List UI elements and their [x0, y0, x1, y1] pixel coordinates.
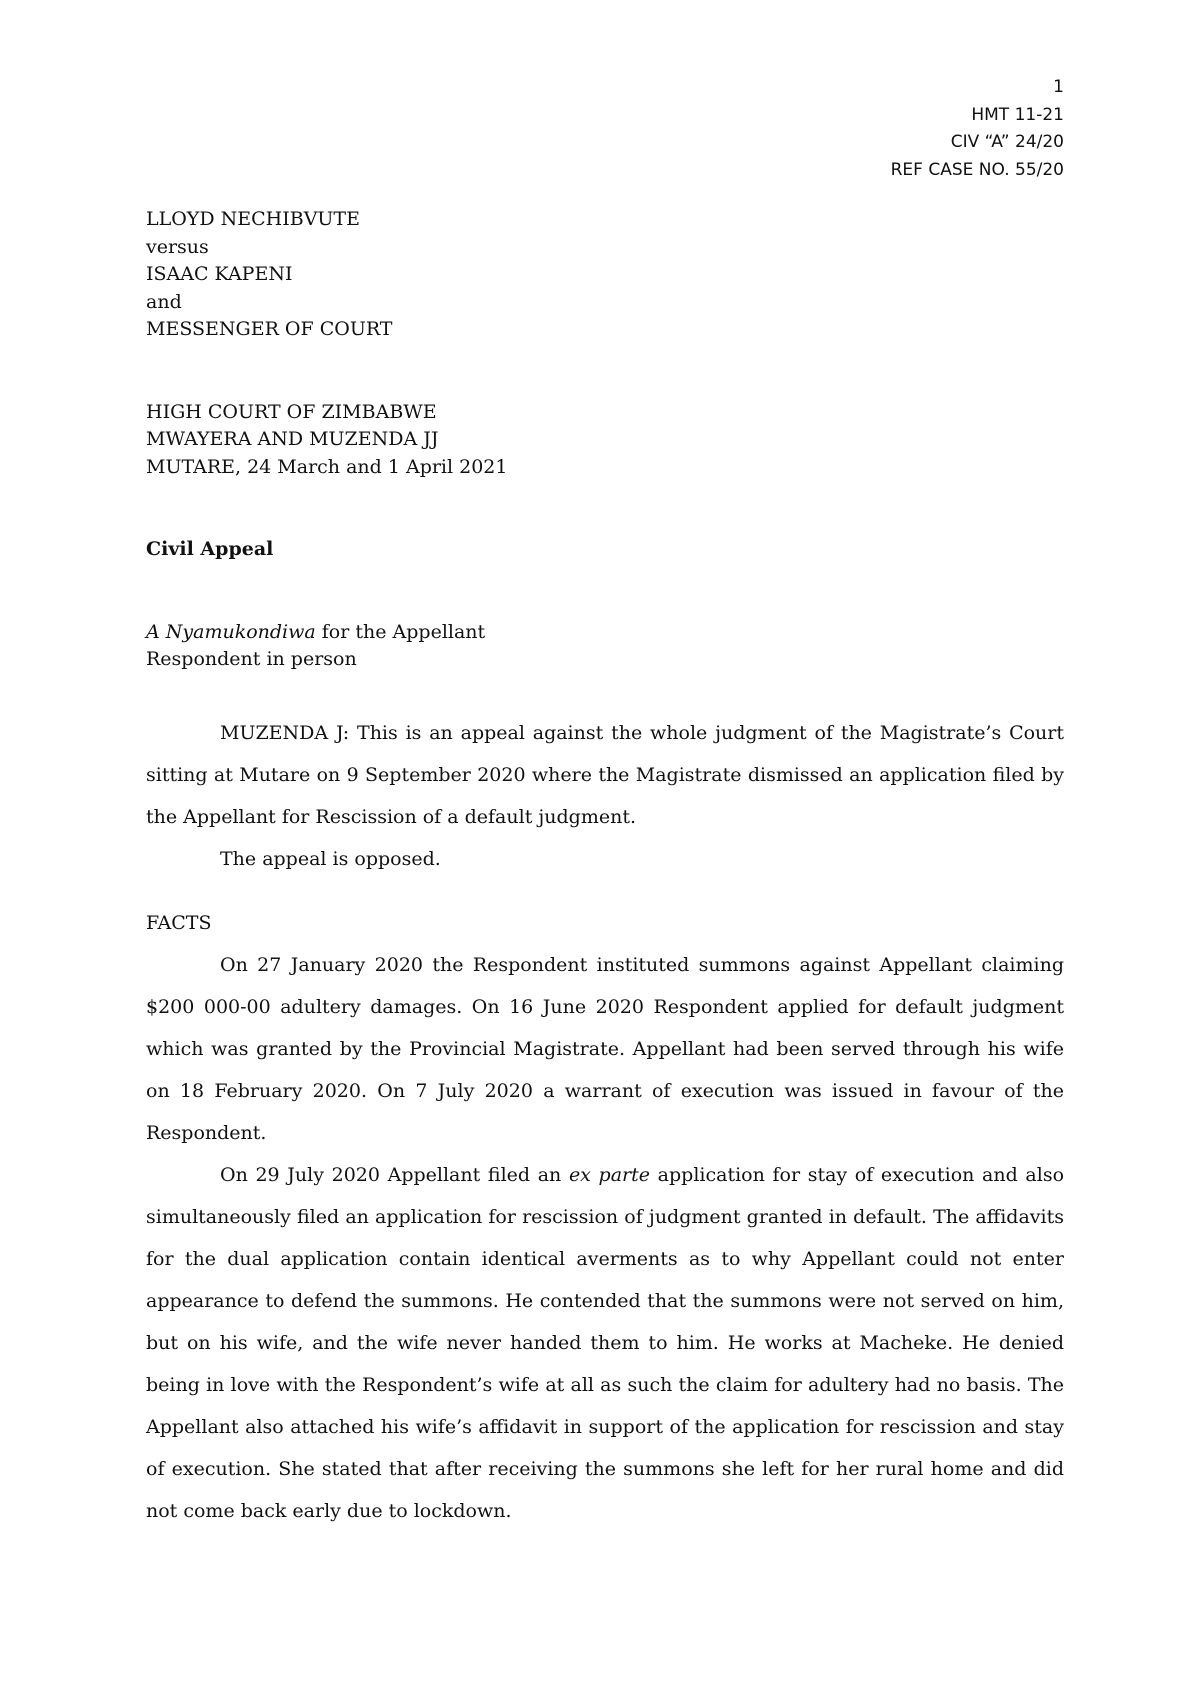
- counsel-suffix: for the Appellant: [315, 620, 486, 643]
- ref-case-number: REF CASE NO. 55/20: [890, 159, 1064, 180]
- judges: MWAYERA AND MUZENDA JJ: [146, 428, 439, 450]
- page-header: [891, 74, 1064, 184]
- and-text: and: [146, 290, 182, 313]
- document-body: [146, 206, 1064, 1532]
- parties-block: [146, 206, 1064, 344]
- counsel-block: [146, 619, 1064, 674]
- ex-parte-term: ex parte: [568, 1163, 651, 1186]
- third-party-name: MESSENGER OF COURT: [146, 318, 393, 340]
- civ-number: CIV “A” 24/20: [950, 132, 1064, 152]
- paragraph-facts-2: [146, 1154, 1064, 1532]
- respondent-name: ISAAC KAPENI: [146, 263, 293, 285]
- spacer: [146, 674, 1064, 712]
- respondent-representation: Respondent in person: [146, 648, 357, 670]
- spacer: [146, 880, 1064, 902]
- paragraph-opposed: The appeal is opposed.: [220, 847, 441, 870]
- spacer: [146, 481, 1064, 536]
- case-type-heading: Civil Appeal: [146, 538, 274, 560]
- appellant-name: LLOYD NECHIBVUTE: [146, 208, 360, 230]
- spacer: [146, 564, 1064, 619]
- versus-text: versus: [146, 235, 209, 258]
- place-and-dates: MUTARE, 24 March and 1 April 2021: [146, 455, 508, 478]
- counsel-name: A Nyamukondiwa: [146, 620, 316, 643]
- spacer: [146, 344, 1064, 399]
- court-block: [146, 399, 1064, 482]
- paragraph-intro: MUZENDA J: This is an appeal against the whole judgment of the Magistrate’s Court sitting at Mutare on 9 September 2020 where the Magistrate dismissed an application filed by the Appellant for Rescission of a default judgment.: [146, 721, 1064, 828]
- para4-start: On 29 July 2020 Appellant filed an: [220, 1163, 569, 1186]
- appellant-counsel: [146, 619, 1064, 647]
- court-name: HIGH COURT OF ZIMBABWE: [146, 400, 437, 423]
- page-number: 1: [1053, 77, 1064, 97]
- para4-rest: application for stay of execution and also simultaneously filed an application for rescission of judgment granted in default. The affidavits for the dual application contain identical averments as to why Appellant could not enter appearance to defend the summons. He contended that the summons were not served on him, but on his wife, and the wife never handed them to him. He works at Macheke. He denied being in love with the Respondent’s wife at all as such the claim for adultery had no basis. The Appellant also attached his wife’s affidavit in support of the application for rescission and stay of execution. She stated that after receiving the summons she left for her rural home and did not come back early due to lockdown.: [146, 1163, 1065, 1522]
- case-reference: HMT 11-21: [971, 104, 1064, 125]
- paragraph-facts-1: On 27 January 2020 the Respondent instituted summons against Appellant claiming $200 000-00 adultery damages. On 16 June 2020 Respondent applied for default judgment which was granted by the Provincial Magistrate. Appellant had been served through his wife on 18 February 2020. On 7 July 2020 a warrant of execution was issued in favour of the Respondent.: [146, 953, 1064, 1144]
- facts-heading: FACTS: [146, 911, 212, 934]
